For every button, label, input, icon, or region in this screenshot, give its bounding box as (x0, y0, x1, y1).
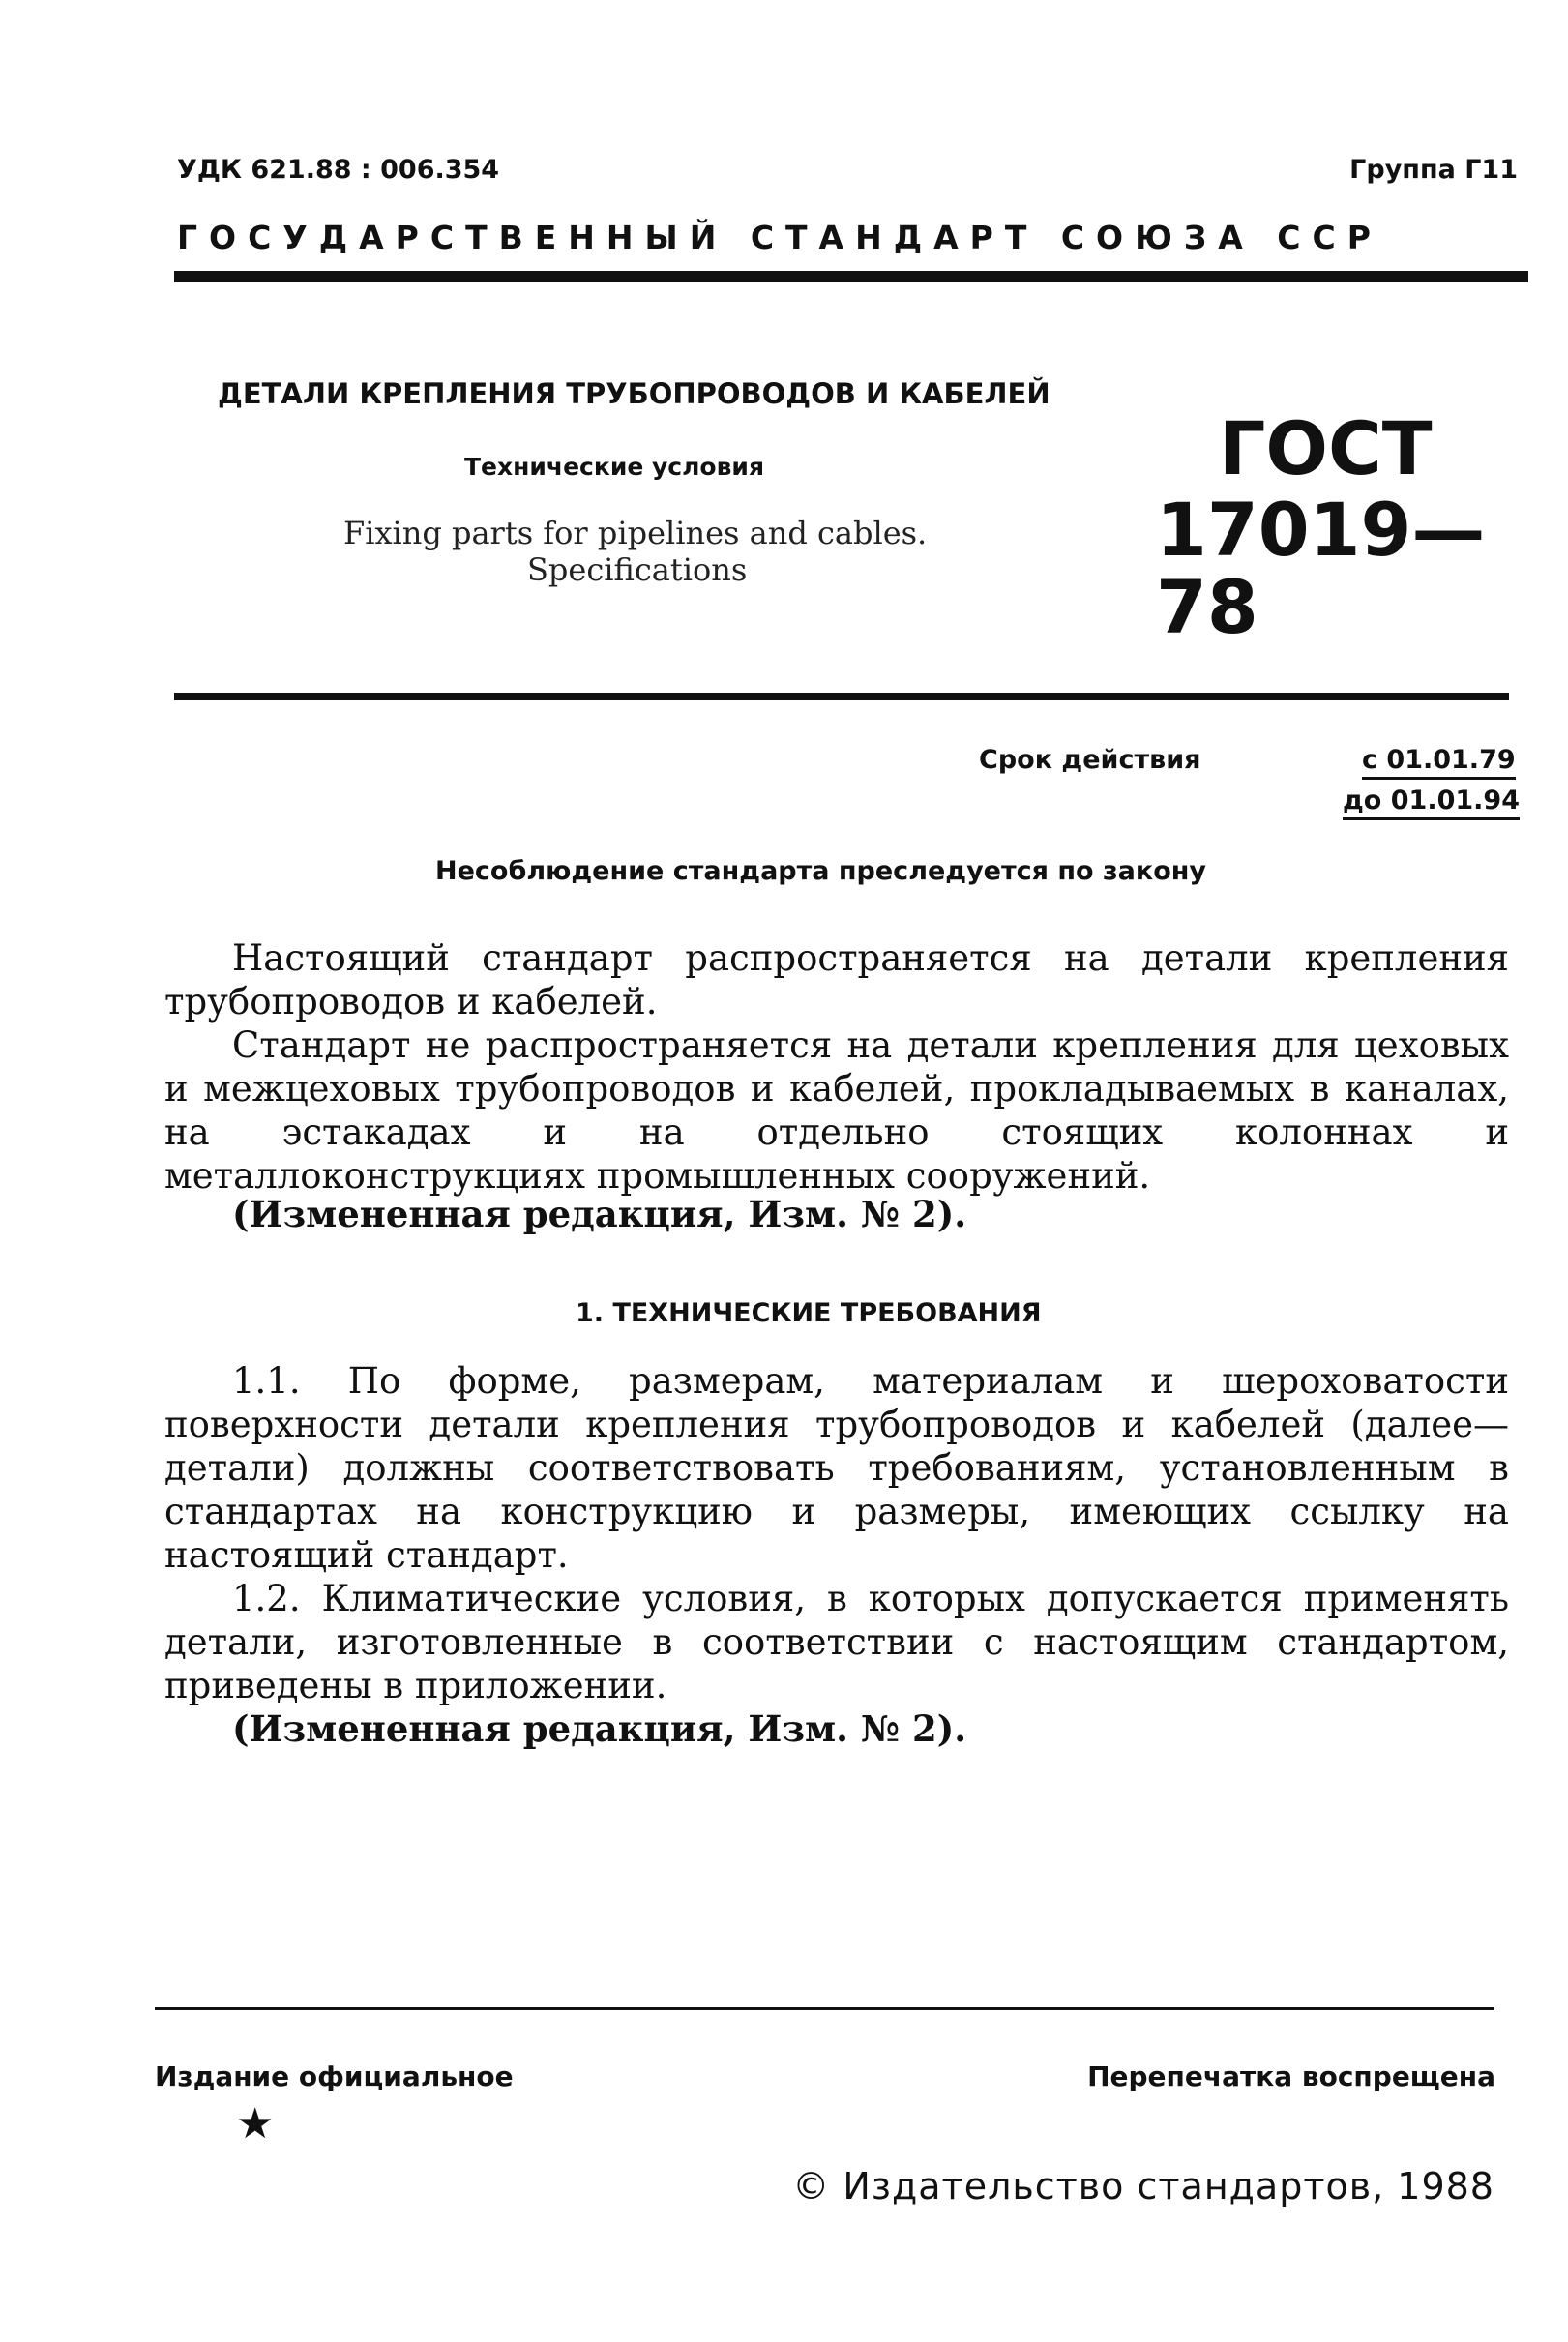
scope-paragraph-2: Стандарт не распространяется на детали крепления для цеховых и межцеховых трубопроводов и кабелей, прокладываемых в каналах, на эстакадах и на отдельно стоящих колоннах и металлоконструкциях промышленных сооружений. (164, 1024, 1509, 1197)
copyright-notice: © Издательство стандартов, 1988 (792, 2165, 1494, 2208)
clause-1-1: 1.1. По форме, размерам, материалам и шероховатости поверхности детали крепления трубопроводов и кабелей (далее—детали) должны соответствовать требованиям, установленным в стандартах на конструкцию и размеры, имеющих ссылку на настоящий стандарт. (164, 1360, 1509, 1576)
clause-1-2: 1.2. Климатические условия, в которых допускается применять детали, изготовленные в соответствии с настоящим стандартом, приведены в приложении. (164, 1578, 1509, 1706)
star-icon: ★ (236, 2099, 275, 2149)
footer-rule (155, 2007, 1494, 2010)
udk-code: УДК 621.88 : 006.354 (177, 155, 500, 185)
modification-note-1: (Измененная редакция, Изм. № 2). (232, 1193, 967, 1235)
reprint-prohibited: Перепечатка воспрещена (1087, 2060, 1495, 2092)
document-subtitle: Технические условия (464, 453, 764, 481)
scope-paragraph-1: Настоящий стандарт распространяется на детали крепления трубопроводов и кабелей. (164, 937, 1509, 1023)
header-rule (174, 271, 1528, 282)
document-title: ДЕТАЛИ КРЕПЛЕНИЯ ТРУБОПРОВОДОВ И КАБЕЛЕЙ (218, 377, 1050, 410)
title-rule (174, 693, 1509, 700)
gost-number: 17019—78 (1156, 487, 1486, 650)
english-title-line2: Specifications (527, 551, 748, 588)
law-notice: Несоблюдение стандарта преследуется по закону (435, 856, 1207, 886)
official-edition: Издание официальное (155, 2060, 514, 2092)
group-code: Группа Г11 (1349, 155, 1518, 185)
validity-from: с 01.01.79 (1362, 745, 1516, 780)
gost-label: ГОСТ (1219, 405, 1433, 491)
state-standard-banner: ГОСУДАРСТВЕННЫЙ СТАНДАРТ СОЮЗА ССР (177, 219, 1382, 256)
english-title-line1: Fixing parts for pipelines and cables. (343, 515, 928, 551)
validity-label: Срок действия (979, 745, 1201, 775)
modification-note-2: (Измененная редакция, Изм. № 2). (232, 1707, 967, 1750)
validity-to: до 01.01.94 (1343, 786, 1520, 820)
section-heading: 1. ТЕХНИЧЕСКИЕ ТРЕБОВАНИЯ (576, 1298, 1042, 1328)
